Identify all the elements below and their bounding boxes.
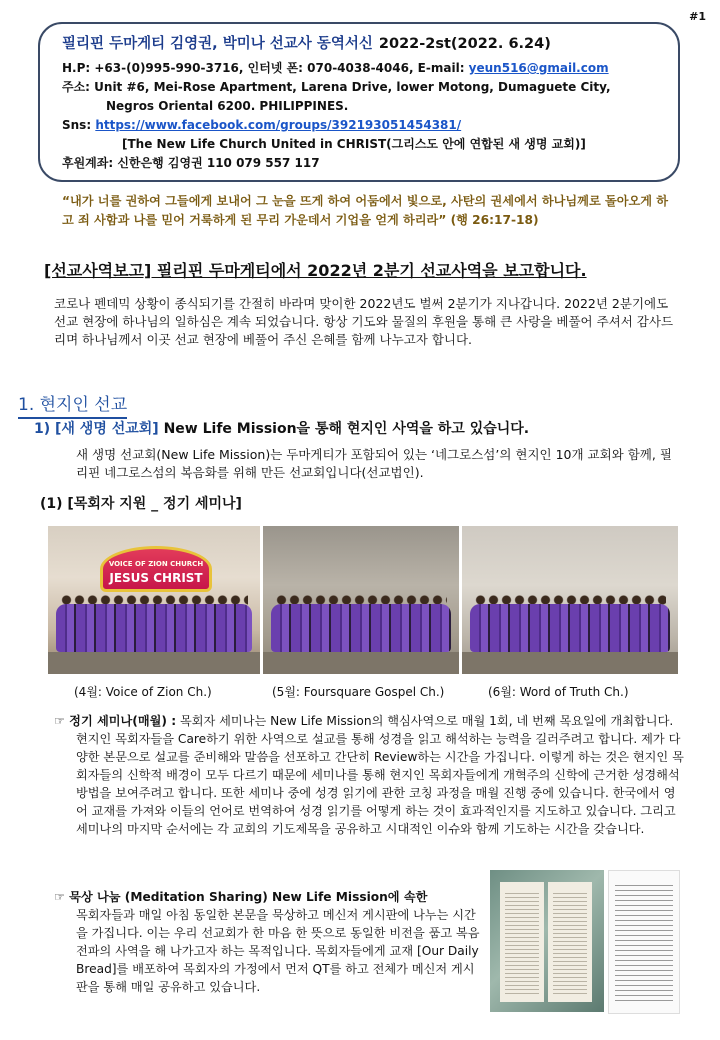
seminar-title: ☞ 정기 세미나(매월) : [54, 714, 177, 728]
address-line-2: Negros Oriental 6200. PHILIPPINES. [106, 99, 349, 113]
seminar-photo-june [462, 526, 678, 674]
meditation-paragraph: ☞ 묵상 나눔 (Meditation Sharing) New Life Mission에 속한 목회자들과 매일 아침 동일한 본문을 묵상하고 메신저 게시판에 나누는 시간을 가집니다. 이는 우리 선교회가 한 마음 한 뜻으로 동일한 비전을 품고 복음전파의 사역을 해 나가고자 하는 목적입니다. 목회자들에게 교재 [Our Daily Bread]를 배포하여 목회자의 가정에서 먼저 QT를 하고 전체가 메신저 게시판을 통해 매일 공유하고 있습니다. [54, 890, 480, 994]
seminar-photo-may [263, 526, 459, 674]
group-of-pastors [470, 604, 670, 652]
photo-caption-may: (5월: Foursquare Gospel Ch.) [272, 685, 445, 699]
photo-caption-june: (6월: Word of Truth Ch.) [488, 685, 629, 699]
group-of-pastors [56, 604, 252, 652]
messenger-board-screenshot [608, 870, 680, 1014]
pastor-support-heading: (1) [목회자 지원 _ 정기 세미나] [40, 496, 242, 512]
intro-paragraph: 코로나 펜데믹 상황이 종식되기를 간절히 바라며 맞이한 2022년도 벌써 2분기가 지나갑니다. 2022년 2분기에도 선교 현장에 하나님의 일하심은 계속 되었습니다. 항상 기도와 물질의 후원을 통해 큰 사랑을 베풀어 주셔서 감사드리며 하나님께서 이곳 선교 현장에 베풀어 주신 은혜를 함께 나누고자 합니다. [54, 296, 674, 347]
newsletter-title: 필리핀 두마게티 김영권, 박미나 선교사 동역서신 2022-2st(2022. 6.24) [62, 36, 551, 52]
section-heading-local-mission: 1. 현지인 선교 [18, 390, 127, 419]
seminar-photo-april [48, 526, 260, 674]
issue-date: 2022-2st(2022. 6.24) [378, 36, 551, 52]
contact-line: H.P: +63-(0)995-990-3716, 인터넷 폰: 070-4038-4046, E-mail: yeun516@gmail.com [62, 61, 609, 75]
report-title: [선교사역보고] 필리핀 두마게티에서 2022년 2분기 선교사역을 보고합니다. [44, 261, 587, 280]
meditation-title: ☞ 묵상 나눔 (Meditation Sharing) [54, 890, 268, 904]
group-of-pastors [271, 604, 451, 652]
page-number: #1 [689, 10, 706, 23]
photo-caption-april: (4월: Voice of Zion Ch.) [74, 685, 212, 699]
daily-bread-book-photo [490, 870, 604, 1012]
email-link[interactable]: yeun516@gmail.com [468, 61, 609, 75]
newsletter-header [38, 22, 680, 182]
facebook-link[interactable]: https://www.facebook.com/groups/392193051454381/ [95, 118, 462, 132]
mission-description: 새 생명 선교회(New Life Mission)는 두마게티가 포함되어 있는 ‘네그로스섬’의 현지인 10개 교회와 함께, 필리핀 네그로스섬의 복음화를 위해 만든 선교회입니다(선교법인). [76, 447, 672, 480]
seminar-paragraph: ☞ 정기 세미나(매월) : 목회자 세미나는 New Life Mission의 핵심사역으로 매월 1회, 네 번째 목요일에 개최합니다. 현지인 목회자들을 Care하기 위한 사역으로 설교를 통해 성경을 읽고 해석하는 능력을 길러주려고 합니다. 제가 다양한 본문으로 설교를 준비해와 말씀을 선포하고 간단히 Review하는 시간을 가집니다. 이렇게 하는 것은 현지인 목회자들의 신학적 배경이 모두 다르기 때문에 세미나를 통해 현지인 목회자들에게 개혁주의 신학에 근거한 성경해석 방법을 보여주려고 합니다. 또한 세미나 중에 성경 읽기에 관한 코칭 과정을 매월 진행 중에 있습니다. 한국에서 영어 교재를 가져와 이들의 언어로 번역하여 성경 읽기를 어떻게 하는 것이 효과적인지를 지도하고 있습니다. 그리고 세미나의 마지막 순서에는 각 교회의 기도제목을 공유하고 시대적인 이슈와 함께 기도하는 시간을 갖습니다. [54, 714, 684, 836]
scripture-verse: “내가 너를 권하여 그들에게 보내어 그 눈을 뜨게 하여 어둠에서 빛으로, 사탄의 권세에서 하나님께로 돌아오게 하고 죄 사함과 나를 믿어 거룩하게 된 무리 가운데서 기업을 얻게 하리라” (행 26:17-18) [62, 194, 669, 227]
donation-account: 후원계좌: 신한은행 김영권 110 079 557 117 [62, 156, 320, 170]
church-banner: VOICE OF ZION CHURCH JESUS CHRIST [100, 546, 212, 592]
group-name: [The New Life Church United in CHRIST(그리스도 안에 연합된 새 생명 교회)] [122, 137, 586, 151]
sns-line: Sns: https://www.facebook.com/groups/392193051454381/ [62, 118, 462, 132]
address-line-1: 주소: Unit #6, Mei-Rose Apartment, Larena Drive, lower Motong, Dumaguete City, [62, 80, 611, 94]
subsection-heading: 1) [새 생명 선교회] New Life Mission을 통해 현지인 사역을 하고 있습니다. [34, 421, 530, 437]
